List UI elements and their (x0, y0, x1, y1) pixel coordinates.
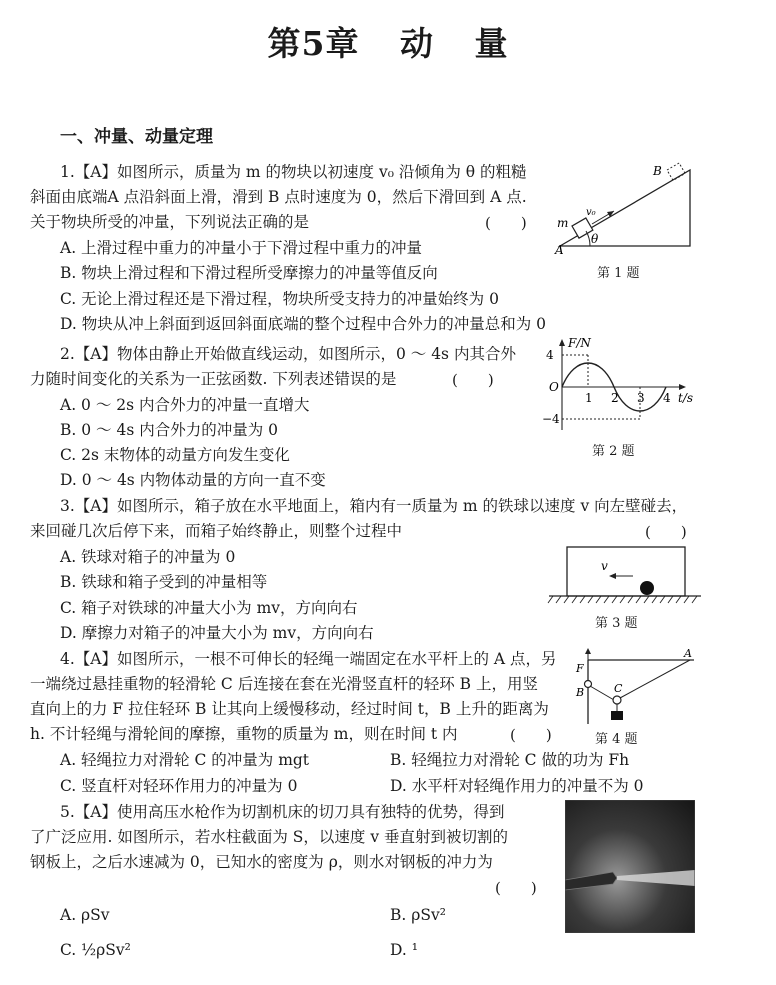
q5-option-a: A. ρSv (60, 906, 110, 924)
label-a: A (555, 243, 564, 256)
q5-line-3: 钢板上，之后水速减为 0，已知水的密度为 ρ，则水对钢板的冲力为 (30, 853, 493, 871)
q1-line-2: 斜面由底端A 点沿斜面上滑，滑到 B 点时速度为 0，然后下滑回到 A 点. (30, 188, 527, 206)
water-jet-photo (565, 800, 695, 933)
title-word-1: 动 (399, 24, 434, 63)
ground-hatching (548, 596, 697, 603)
rope-left (590, 686, 614, 700)
q2-option-c: C. 2s 末物体的动量方向发生变化 (60, 446, 290, 464)
tick-4: 4 (546, 348, 554, 362)
q2-caption: 第 2 题 (592, 444, 635, 459)
q4-option-c: C. 竖直杆对轻环作用力的冲量为 0 (60, 777, 298, 795)
water-jet (617, 870, 695, 886)
q1-answer-blank[interactable]: ( ) (485, 214, 527, 232)
q4-line-2: 一端绕过悬挂重物的轻滑轮 C 后连接在套在光滑竖直杆的轻环 B 上，用竖 (30, 675, 538, 693)
q4-line-3: 直向上的力 F 拉住轻环 B 让其向上缓慢移动，经过时间 t，B 上升的距离为 (30, 700, 549, 718)
q1-option-b: B. 物块上滑过程和下滑过程所受摩擦力的冲量等值反向 (60, 264, 438, 282)
q3-box-figure (545, 543, 705, 609)
tick-t2: 2 (611, 391, 619, 405)
photo-frame (565, 800, 695, 933)
q5-line-1: 5.【A】使用高压水枪作为切割机床的切刀具有独特的优势，得到 (60, 803, 505, 821)
q3-option-d: D. 摩擦力对箱子的冲量大小为 mv，方向向右 (60, 624, 374, 642)
t-axis-arrow (679, 384, 686, 390)
label-v: v (601, 559, 608, 573)
q2-option-d: D. 0 ～ 4s 内物体动量的方向一直不变 (60, 471, 326, 489)
q1-incline-figure (550, 158, 700, 256)
f-axis-label: F/N (568, 336, 591, 350)
label-b: B (576, 686, 585, 699)
label-c: C (614, 682, 623, 695)
q1-line-3: 关于物块所受的冲量，下列说法正确的是 (30, 213, 310, 231)
q4-option-a: A. 轻绳拉力对滑轮 C 的冲量为 mgt (60, 751, 310, 769)
q5-option-d: D. ¹ (390, 941, 418, 959)
q2-line-2: 力随时间变化的关系为一正弦函数. 下列表述错误的是 (30, 370, 397, 388)
q1-caption: 第 1 题 (597, 266, 640, 281)
q3-caption: 第 3 题 (595, 616, 638, 631)
water-jet-illustration (565, 800, 695, 933)
label-v0: v₀ (586, 207, 596, 218)
tick-t3: 3 (637, 391, 645, 405)
q3-option-a: A. 铁球对箱子的冲量为 0 (60, 548, 236, 566)
rope-right (620, 660, 690, 698)
q4-answer-blank[interactable]: ( ) (510, 726, 552, 744)
force-arrowhead (585, 648, 591, 654)
q4-line-1: 4.【A】如图所示，一根不可伸长的轻绳一端固定在水平杆上的 A 点，另 (60, 650, 557, 668)
q3-answer-blank[interactable]: ( ) (645, 523, 687, 541)
q4-pulley-figure (570, 648, 700, 726)
q1-option-d: D. 物块从冲上斜面到返回斜面底端的整个过程中合外力的冲量总和为 0 (60, 315, 547, 333)
pulley-c (613, 696, 621, 704)
q5-option-b: B. ρSv² (390, 906, 446, 924)
q5-option-c: C. ½ρSv² (60, 941, 131, 959)
chapter-number: 第5章 (267, 24, 360, 63)
section-heading: 一、冲量、动量定理 (60, 127, 213, 147)
q1-option-a: A. 上滑过程中重力的冲量小于下滑过程中重力的冲量 (60, 239, 423, 257)
label-theta: θ (591, 232, 599, 246)
q1-line-1: 1.【A】如图所示，质量为 m 的物块以初速度 v₀ 沿倾角为 θ 的粗糙 (60, 163, 527, 181)
tick-neg4: −4 (542, 412, 560, 426)
weight (611, 711, 623, 720)
tick-t1: 1 (585, 391, 593, 405)
q3-option-c: C. 箱子对铁球的冲量大小为 mv，方向向右 (60, 599, 358, 617)
origin-label: O (549, 380, 559, 394)
box (567, 547, 685, 596)
q5-answer-blank[interactable]: ( ) (495, 879, 537, 897)
chapter-title (0, 18, 776, 65)
title-word-2: 量 (474, 24, 509, 63)
block-m (572, 218, 593, 238)
t-axis-label: t/s (678, 391, 694, 405)
q2-sine-graph (540, 335, 700, 435)
f-axis-arrow (559, 339, 565, 346)
label-f: F (576, 662, 584, 675)
velocity-arrowhead (609, 573, 616, 579)
q1-option-c: C. 无论上滑过程还是下滑过程，物块所受支持力的冲量始终为 0 (60, 290, 499, 308)
q4-caption: 第 4 题 (595, 732, 638, 747)
q3-line-2: 来回碰几次后停下来，而箱子始终静止，则整个过程中 (30, 522, 403, 540)
q2-option-b: B. 0 ～ 4s 内合外力的冲量为 0 (60, 421, 278, 439)
q3-option-b: B. 铁球和箱子受到的冲量相等 (60, 573, 268, 591)
label-m: m (557, 216, 569, 230)
q2-line-1: 2.【A】物体由静止开始做直线运动，如图所示，0 ～ 4s 内其合外 (60, 345, 516, 363)
label-a: A (684, 648, 692, 660)
tick-t4: 4 (663, 391, 671, 405)
q2-answer-blank[interactable]: ( ) (452, 371, 494, 389)
q4-option-b: B. 轻绳拉力对滑轮 C 做的功为 Fh (390, 751, 630, 769)
iron-ball (640, 581, 654, 595)
q5-line-2: 了广泛应用. 如图所示，若水柱截面为 S，以速度 v 垂直射到被切割的 (30, 828, 509, 846)
label-b: B (653, 164, 662, 178)
q2-option-a: A. 0 ～ 2s 内合外力的冲量一直增大 (60, 396, 310, 414)
q3-line-1: 3.【A】如图所示，箱子放在水平地面上，箱内有一质量为 m 的铁球以速度 v 向左壁碰去， (60, 497, 688, 515)
nozzle (565, 872, 617, 890)
q4-option-d: D. 水平杆对轻绳作用力的冲量不为 0 (390, 777, 644, 795)
q4-line-4: h. 不计轻绳与滑轮间的摩擦，重物的质量为 m，则在时间 t 内 (30, 725, 458, 743)
